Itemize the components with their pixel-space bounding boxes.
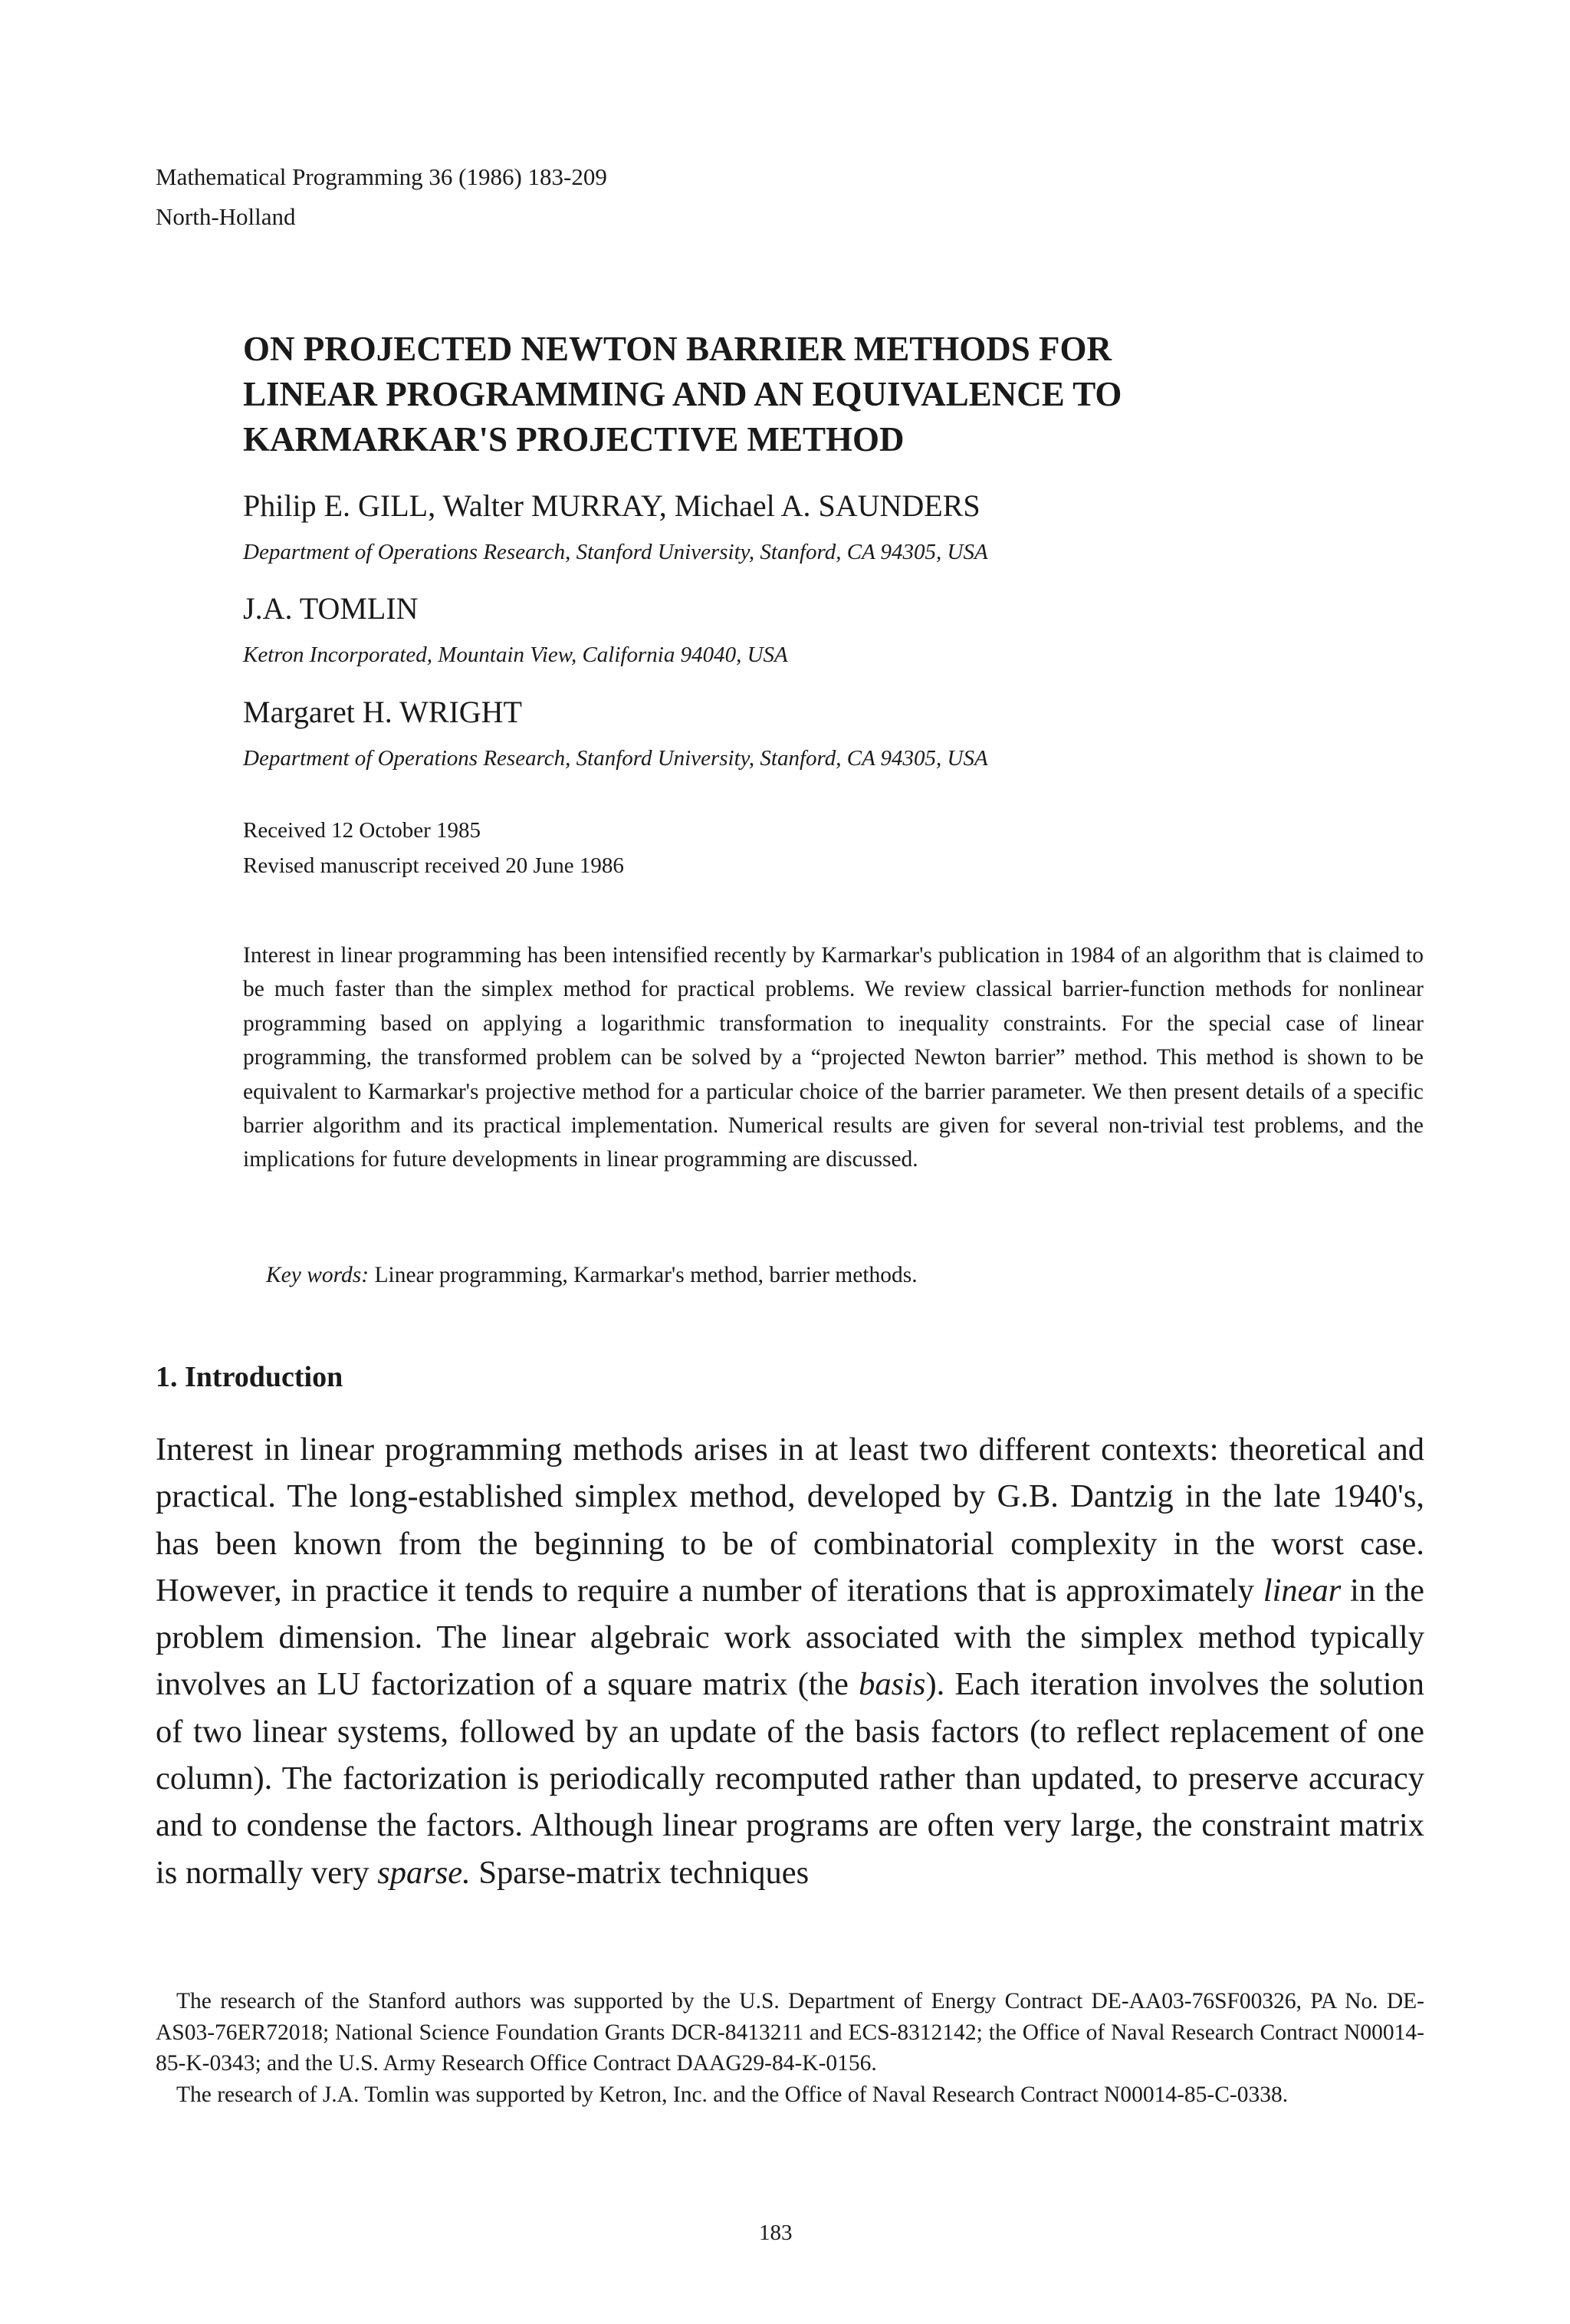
author-names-2: J.A. TOMLIN <box>243 591 419 626</box>
affiliation-2: Ketron Incorporated, Mountain View, California 94040, USA <box>243 643 788 667</box>
intro-text-3: ). Each iteration involves the solution of two linear systems, followed by an update of the basis factors (to reflect replacement of one column). The factorization is periodically recomputed rather than updated, to preserve accuracy and to condense the factors. Although linear programs are often very large, the constraint matrix is normally very <box>156 1666 1424 1891</box>
author-names-1: Philip E. GILL, Walter MURRAY, Michael A. SAUNDERS <box>243 488 980 523</box>
journal-name-line: Mathematical Programming 36 (1986) 183-209 <box>156 163 607 190</box>
paper-title <box>243 327 1393 462</box>
title-line-3: KARMARKAR'S PROJECTIVE METHOD <box>243 420 905 459</box>
intro-text-2: in the problem dimension. The linear algebraic work associated with the simplex method typically involves an LU factorization of a square matrix (the <box>156 1572 1424 1703</box>
section-heading: 1. Introduction <box>156 1361 343 1393</box>
keywords <box>266 1260 918 1290</box>
keywords-label: Key words: <box>266 1263 370 1287</box>
revised-date: Revised manuscript received 20 June 1986 <box>243 853 624 878</box>
footnote-funding-tomlin: The research of J.A. Tomlin was supported by Ketron, Inc. and the Office of Naval Research Contract N00014-85-C-0338. <box>176 2082 1289 2107</box>
intro-emphasis-basis: basis <box>859 1666 926 1703</box>
footnote-funding-stanford: The research of the Stanford authors was supported by the U.S. Department of Energy Contract DE-AA03-76SF00326, PA No. DE-AS03-76ER72018; National Science Foundation Grants DCR-8413211 and ECS-8312142; the Office of Naval Research Contract N00014-85-K-0343; and the U.S. Army Research Office Contract DAAG29-84-K-0156. <box>156 1989 1424 2076</box>
submission-dates <box>243 813 624 883</box>
intro-emphasis-linear: linear <box>1263 1572 1342 1609</box>
intro-text-1: Interest in linear programming methods arises in at least two different contexts: theoretical and practical. The long-established simplex method, developed by G.B. Dantzig in the late 1940's, has been known from the beginning to be of combinatorial complexity in the worst case. However, in practice it tends to require a number of iterations that is approximately <box>156 1432 1424 1609</box>
publisher-line: North-Holland <box>156 203 296 230</box>
received-date: Received 12 October 1985 <box>243 818 481 843</box>
intro-text-4: Sparse-matrix techniques <box>470 1854 810 1891</box>
footnotes <box>156 1986 1424 2110</box>
affiliation-3: Department of Operations Research, Stanford University, Stanford, CA 94305, USA <box>243 746 988 771</box>
page-number: 183 <box>759 2220 793 2245</box>
title-line-2: LINEAR PROGRAMMING AND AN EQUIVALENCE TO <box>243 375 1122 413</box>
intro-emphasis-sparse: sparse. <box>377 1854 471 1891</box>
abstract: Interest in linear programming has been intensified recently by Karmarkar's publication in 1984 of an algorithm that is claimed to be much faster than the simplex method for practical problems. We review classical barrier-function methods for nonlinear programming based on applying a logarithmic transformation to inequality constraints. For the special case of linear programming, the transformed problem can be solved by a “projected Newton barrier” method. This method is shown to be equivalent to Karmarkar's projective method for a particular choice of the barrier parameter. We then present details of a specific barrier algorithm and its practical implementation. Numerical results are given for several non-trivial test problems, and the implications for future developments in linear programming are discussed. <box>243 943 1424 1172</box>
introduction-paragraph <box>156 1426 1424 1896</box>
title-line-1: ON PROJECTED NEWTON BARRIER METHODS FOR <box>243 330 1112 368</box>
keywords-text: Linear programming, Karmarkar's method, barrier methods. <box>374 1263 918 1287</box>
journal-citation <box>156 157 607 237</box>
affiliation-1: Department of Operations Research, Stanford University, Stanford, CA 94305, USA <box>243 540 988 564</box>
author-names-3: Margaret H. WRIGHT <box>243 695 522 729</box>
